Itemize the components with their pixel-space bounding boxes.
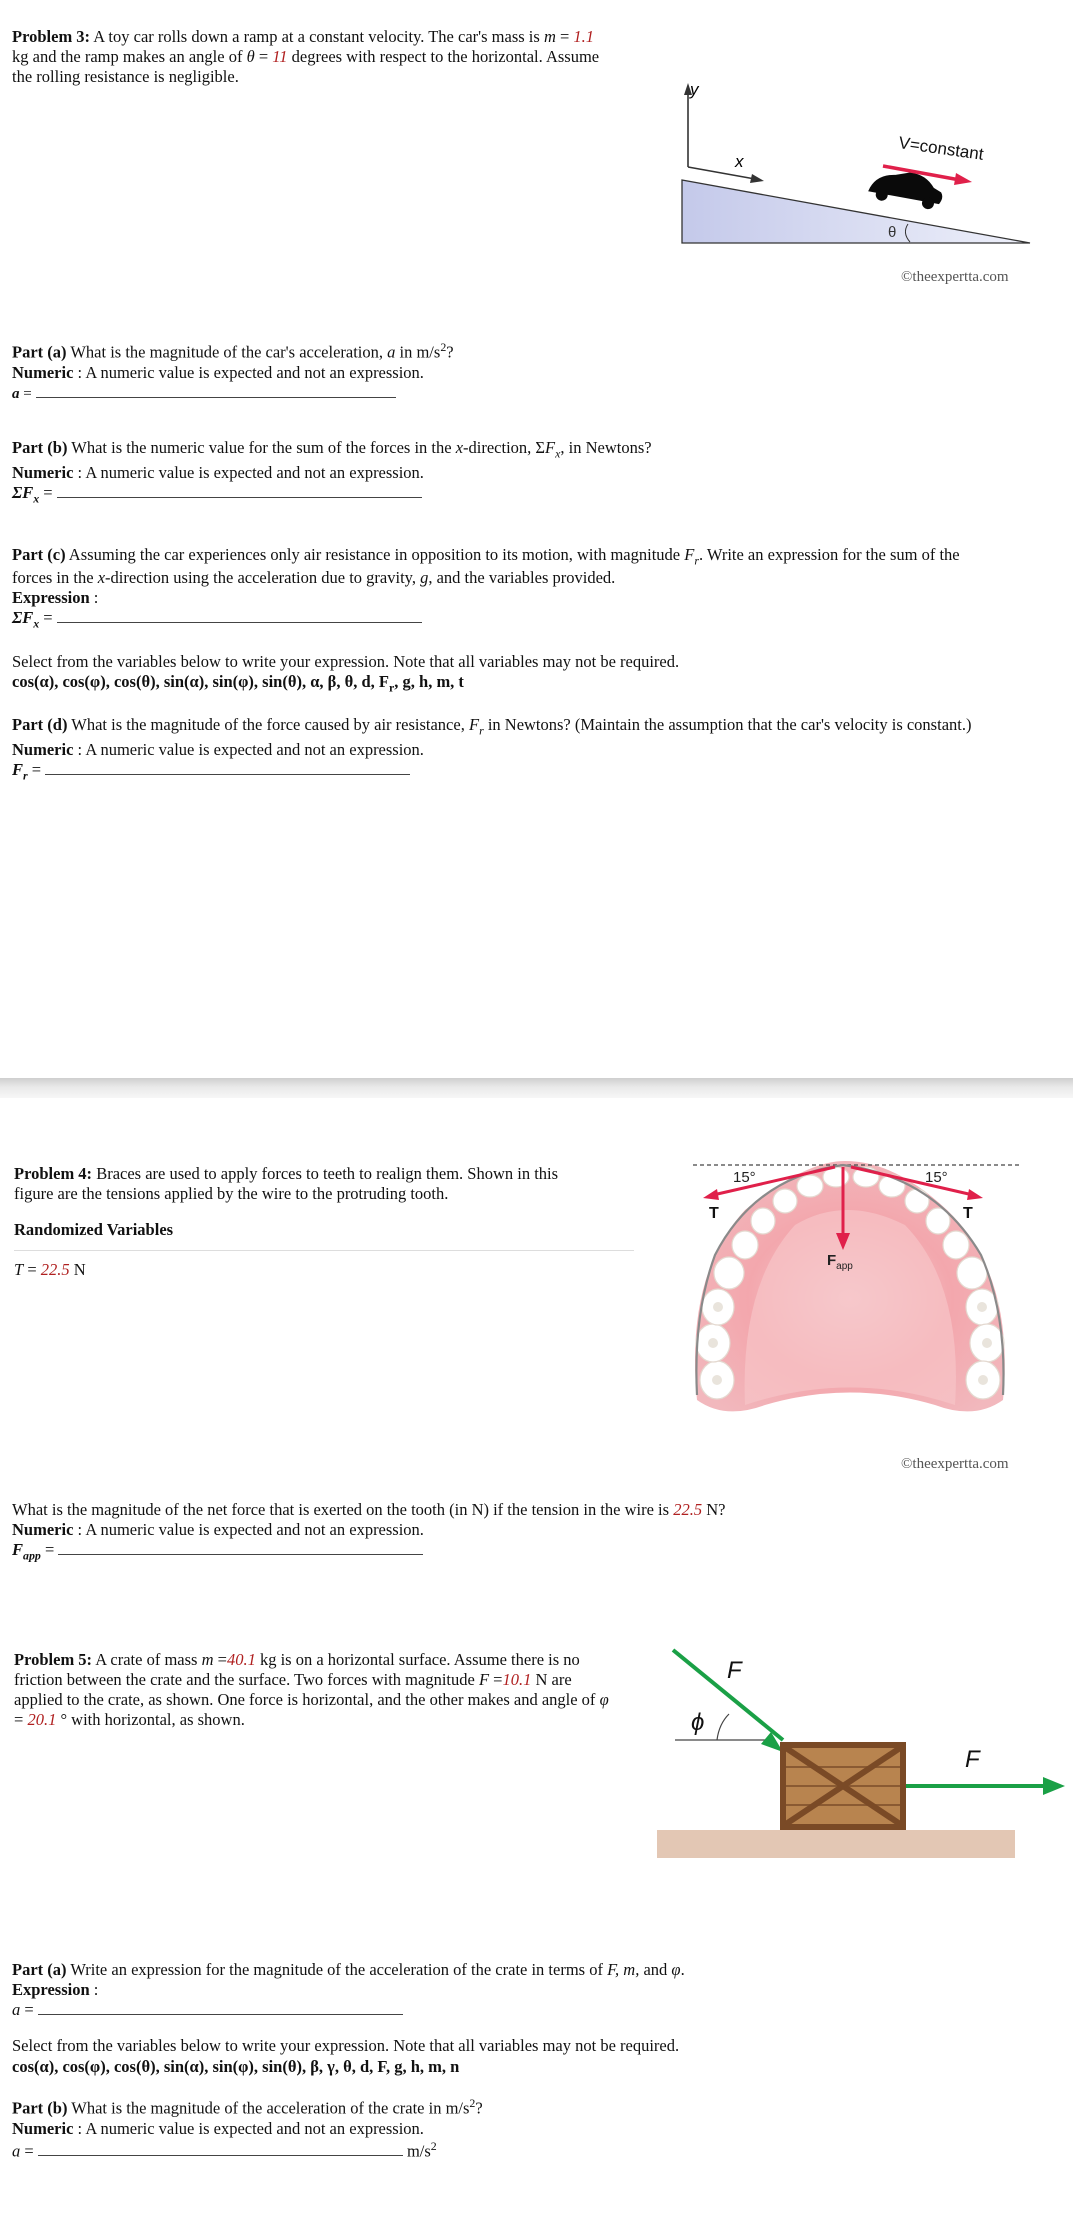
ramp	[682, 180, 1030, 243]
angle-label: θ	[888, 224, 897, 241]
angle-arc	[717, 1714, 729, 1740]
horizontal-force-arrowhead	[1043, 1777, 1065, 1795]
copyright-text: ©theexpertta.com	[901, 1456, 1009, 1472]
car-icon	[867, 166, 946, 212]
randomized-variable-T: T = 22.5 N	[14, 1260, 86, 1279]
p4-question: What is the magnitude of the net force that is exerted on the tooth (in N) if the tension in the wire is 22.5 N? Numeric : A numeric value is expected and not an expression. $F_{app}$ =	[12, 1500, 726, 1563]
copyright-text: ©theexpertta.com	[901, 269, 1009, 285]
p3-variables: Select from the variables below to write your expression. Note that all variables may not be required. cos(α), cos(φ), cos(θ), sin(α), sin(φ), sin(θ), α, β, θ, d, $F_r$, g, h, m, t	[12, 652, 680, 695]
randomized-variables-heading: Randomized Variables	[14, 1220, 174, 1240]
p5-part-a: Part (a) Write an expression for the magnitude of the acceleration of the crate in terms of F, m, and φ. Expression : a = Select from the variables below to write your expression. Note that all variables may not be required. cos(α), cos(φ), cos(θ), sin(α), sin(φ), sin(θ), β, γ, θ, d, F, g, h, m, n	[12, 1960, 685, 2076]
unit-label: m/s	[406, 2141, 431, 2161]
answer-input-d[interactable]	[45, 760, 410, 775]
p3-part-c: Part (c) Assuming the car experiences only air resistance in opposition to its motion, with magnitude $F_r$. Write an expression for the sum of the forces in the x-direction using the acceleration due to gravity, g, and the variables provided. Expression : $\Sigma F_x$ =	[12, 545, 960, 631]
tension-label-right: T	[963, 1205, 973, 1222]
answer-input-5a[interactable]	[38, 2000, 403, 2015]
crate-figure	[655, 1640, 1070, 1860]
problem-5-intro: Problem 5: A crate of mass m =40.1 kg is on a horizontal surface. Assume there is no friction between the crate and the surface. Two forces with magnitude F =10.1 N are applied to the crate, as shown. One force is horizontal, and the other makes and angle of φ = 20.1 ° with horizontal, as shown.	[14, 1650, 609, 1730]
applied-force-label: $F_{app}$	[827, 1252, 853, 1272]
answer-input-a[interactable]	[36, 383, 396, 398]
force-label-horizontal: F	[965, 1746, 980, 1773]
angle-label-right: 15°	[925, 1169, 948, 1186]
p5-part-b: Part (b) What is the magnitude of the acceleration of the crate in $m/s^2$? Numeric : A numeric value is expected and not an expression. $a = m/s^2$	[12, 2096, 483, 2161]
problem-3-intro: Problem 3: A toy car rolls down a ramp at a constant velocity. The car's mass is m = 1.1 kg and the ramp makes an angle of θ = 11 degrees with respect to the horizontal. Assume the rolling resistance is negligible.	[12, 27, 600, 87]
floor	[657, 1830, 1015, 1858]
answer-input-5b[interactable]	[38, 2141, 403, 2156]
problem-4-intro: Problem 4: Braces are used to apply forces to teeth to realign them. Shown in this figure are the tensions applied by the wire to the protruding tooth. Randomized Variables	[14, 1164, 559, 1240]
velocity-label: V=constant	[897, 133, 985, 164]
page-divider	[0, 1078, 1073, 1098]
p3-part-b: Part (b) What is the numeric value for the sum of the forces in the x-direction, $\Sigma F_x$, in Newtons? Numeric : A numeric value is expected and not an expression. $\Sigma F_x$ =	[12, 438, 652, 506]
answer-type: Numeric	[12, 362, 74, 382]
random-value: 11	[272, 47, 288, 67]
tension-arrowhead-right	[967, 1189, 983, 1200]
ramp-figure	[670, 75, 1050, 250]
tension-label-left: T	[709, 1205, 719, 1222]
p3-part-a: Part (a) What is the magnitude of the car's acceleration, a in $m/s^2$? Numeric : A numeric value is expected and not an expression. a =	[12, 340, 454, 402]
answer-input-c[interactable]	[57, 608, 422, 623]
x-axis	[688, 167, 755, 179]
angle-label-left: 15°	[733, 1169, 756, 1186]
tension-arrowhead-left	[703, 1189, 719, 1200]
p3-part-d: Part (d) What is the magnitude of the force caused by air resistance, $F_r$ in Newtons? (Maintain the assumption that the car's velocity is constant.) Numeric : A numeric value is expected and not an expression. $F_r$ =	[12, 715, 972, 783]
separator	[14, 1250, 634, 1251]
angle-label: ϕ	[691, 1709, 705, 1736]
x-axis-label: x	[735, 152, 744, 171]
answer-input-fapp[interactable]	[58, 1540, 423, 1555]
problem-label: Problem 3:	[12, 27, 91, 46]
force-label-angled: F	[727, 1657, 742, 1684]
velocity-arrowhead	[954, 173, 972, 185]
random-value: 1.1	[573, 27, 595, 46]
x-axis-arrowhead	[750, 174, 764, 183]
part-label: Part (a)	[12, 342, 67, 362]
y-axis-label: y	[690, 80, 699, 99]
answer-input-b[interactable]	[57, 483, 422, 498]
braces-figure	[685, 1155, 1025, 1430]
